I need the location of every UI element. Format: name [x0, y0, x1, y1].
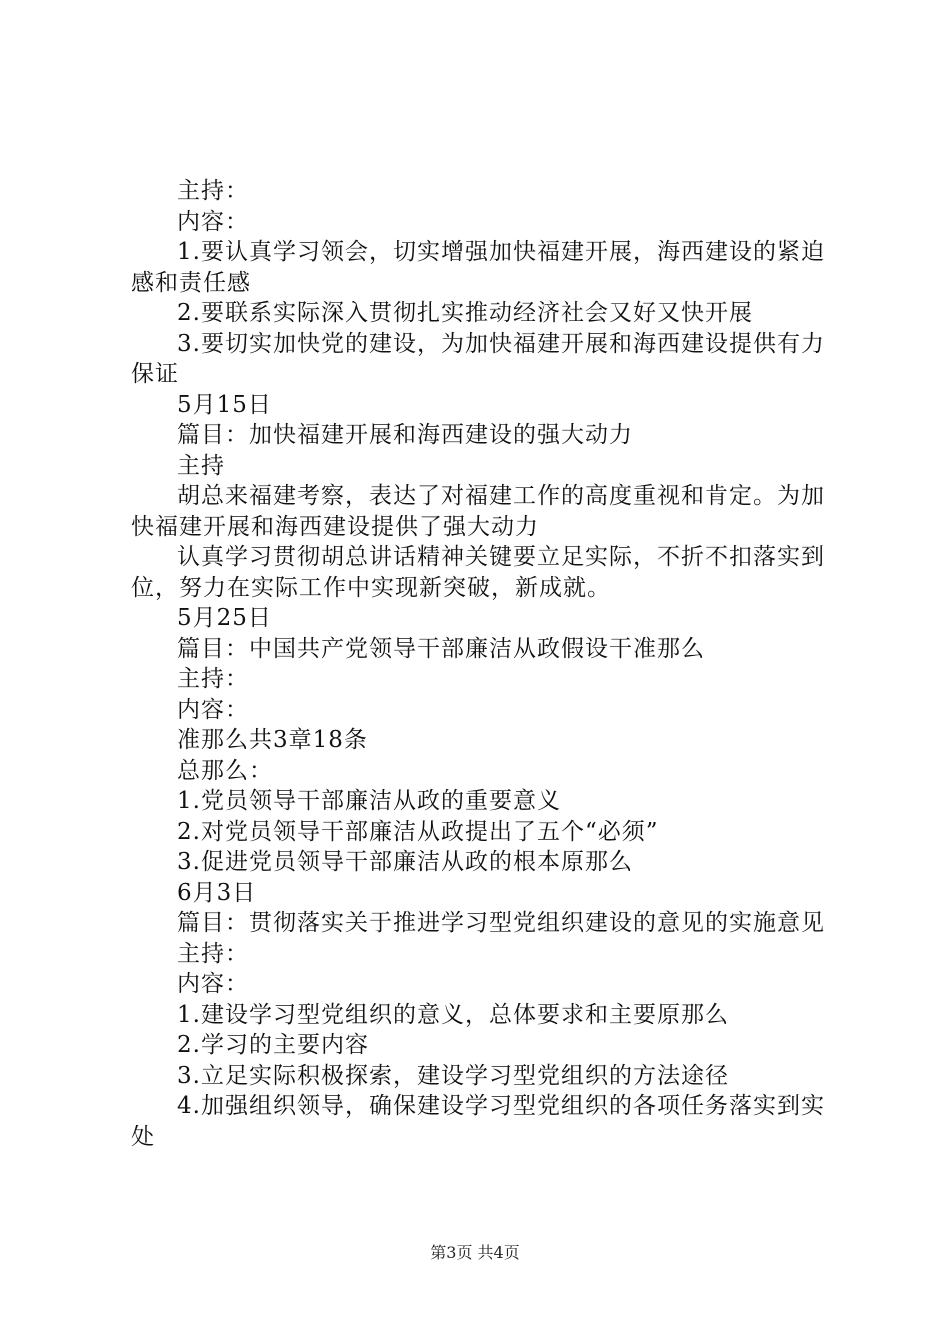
- paragraph-topic: 篇目：中国共产党领导干部廉洁从政假设干准那么: [177, 635, 705, 662]
- paragraph-content-label: 内容：: [177, 208, 249, 235]
- paragraph-host: 主持：: [177, 940, 249, 967]
- paragraph-item: 1.建设学习型党组织的意义，总体要求和主要原那么: [177, 1001, 729, 1028]
- paragraph-text: 认真学习贯彻胡总讲话精神关键要立足实际，不折不扣落实到位，努力在实际工作中实现新突破，新成就。: [131, 544, 825, 601]
- paragraph-date: 5月15日: [177, 391, 272, 418]
- paragraph-host: 主持：: [177, 666, 249, 692]
- paragraph-item: 1.要认真学习领会，切实增强加快福建开展，海西建设的紧迫感和责任感: [131, 239, 825, 296]
- paragraph-text: 准那么共3章18条: [177, 727, 368, 753]
- paragraph-item: 3.立足实际积极探索，建设学习型党组织的方法途径: [177, 1062, 729, 1089]
- paragraph-content-label: 内容：: [177, 696, 249, 723]
- paragraph-host: 主持: [177, 452, 225, 479]
- paragraph-item: 3.促进党员领导干部廉洁从政的根本原那么: [177, 849, 633, 875]
- paragraph-date: 6月3日: [177, 879, 257, 906]
- paragraph-item: 2.要联系实际深入贯彻扎实推动经济社会又好又快开展: [177, 300, 753, 326]
- paragraph-item: 1.党员领导干部廉洁从政的重要意义: [177, 788, 561, 814]
- paragraph-text: 胡总来福建考察，表达了对福建工作的高度重视和肯定。为加快福建开展和海西建设提供了强大动力: [131, 483, 825, 540]
- paragraph-host: 主持：: [177, 178, 249, 204]
- document-body: [131, 176, 841, 1152]
- paragraph-date: 5月25日: [177, 605, 272, 631]
- paragraph-topic: 篇目：贯彻落实关于推进学习型党组织建设的意见的实施意见: [177, 910, 825, 936]
- paragraph-item: 2.学习的主要内容: [177, 1032, 369, 1058]
- paragraph-item: 3.要切实加快党的建设，为加快福建开展和海西建设提供有力保证: [131, 330, 825, 387]
- paragraph-content-label: 内容：: [177, 971, 249, 997]
- paragraph-text: 总那么：: [177, 757, 273, 784]
- paragraph-topic: 篇目：加快福建开展和海西建设的强大动力: [177, 422, 633, 448]
- paragraph-item: 2.对党员领导干部廉洁从政提出了五个“必须”: [177, 818, 659, 845]
- paragraph-item: 4.加强组织领导，确保建设学习型党组织的各项任务落实到实处: [131, 1093, 825, 1150]
- page-number-footer: 第3页 共4页: [430, 1243, 520, 1262]
